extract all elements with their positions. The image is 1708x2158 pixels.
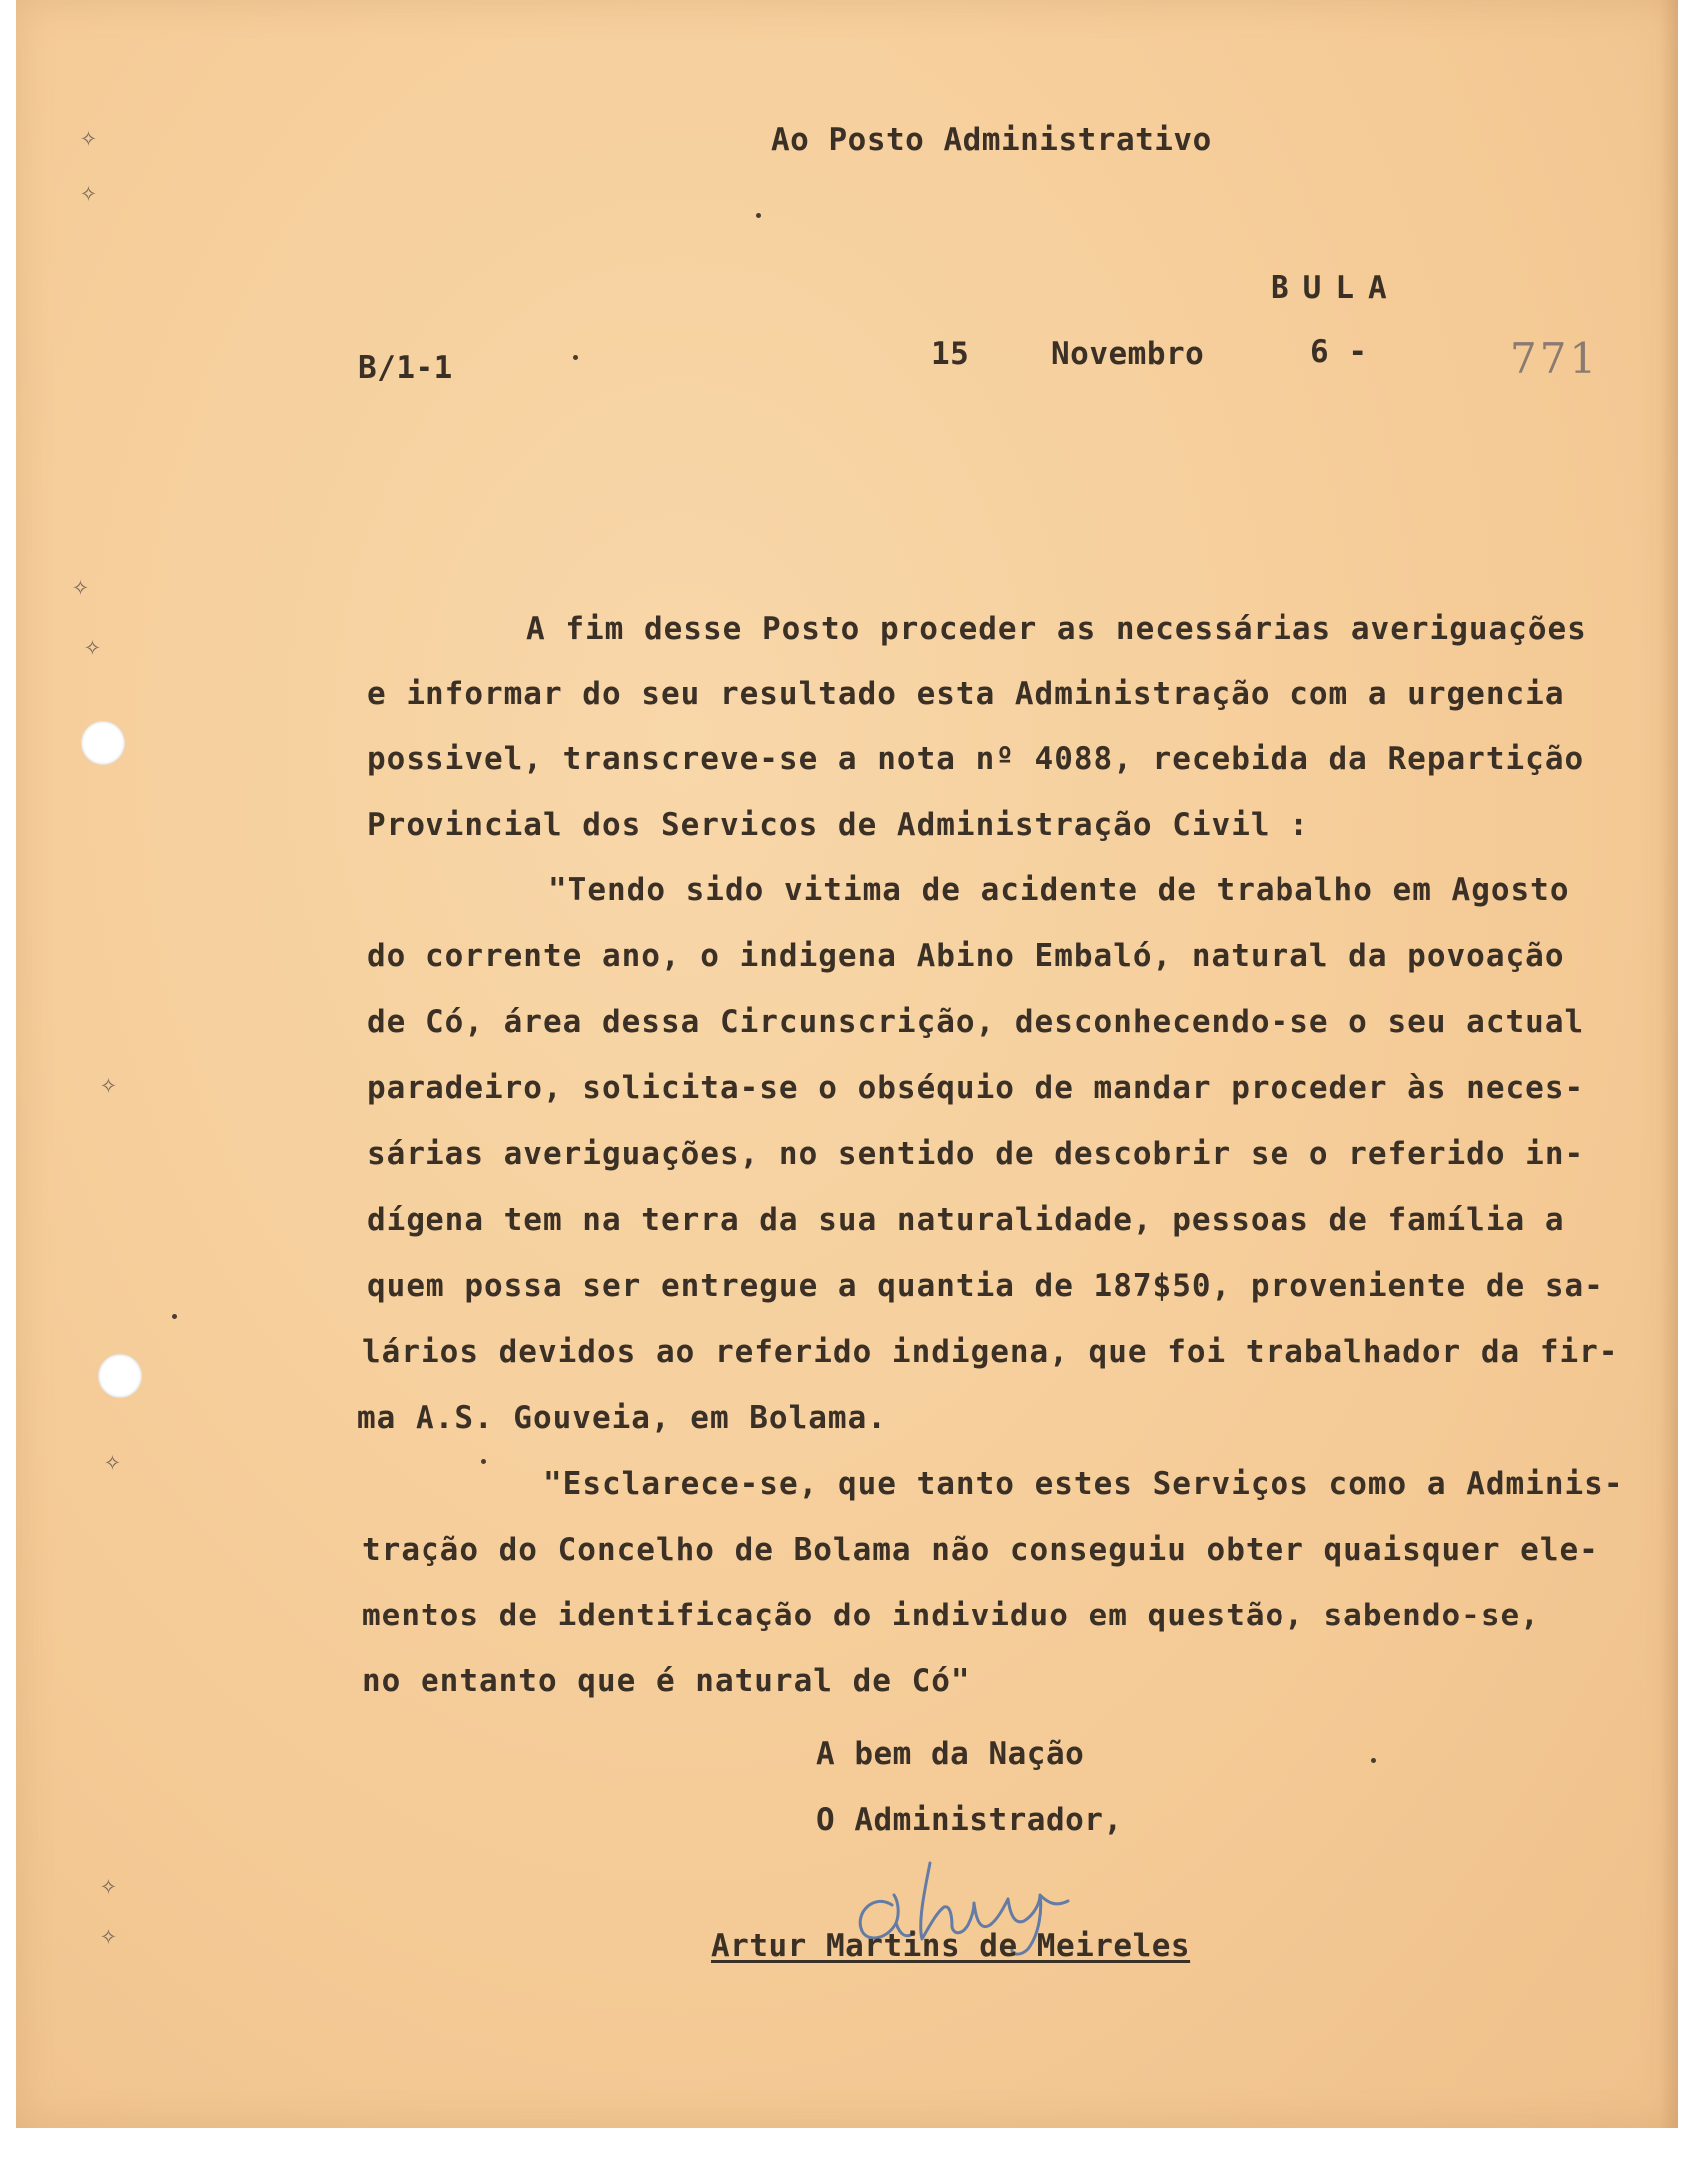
binding-mark-icon: ✧ bbox=[80, 175, 97, 208]
date-month: Novembro bbox=[1051, 336, 1205, 372]
binding-mark-icon: ✧ bbox=[80, 120, 97, 153]
body-line: do corrente ano, o indigena Abino Embaló, natural da povoação bbox=[367, 938, 1565, 974]
binding-mark-icon: ✧ bbox=[72, 569, 89, 602]
body-line: dígena tem na terra da sua naturalidade, pessoas de família a bbox=[367, 1202, 1565, 1238]
body-line: no entanto que é natural de Có" bbox=[362, 1663, 971, 1699]
reference-code: B/1-1 bbox=[358, 350, 453, 386]
binding-mark-icon: ✧ bbox=[104, 1444, 121, 1477]
ink-speck bbox=[1371, 1758, 1376, 1763]
stamp-number: 771 bbox=[1510, 334, 1600, 383]
ink-speck bbox=[756, 213, 761, 218]
place-name: BULA bbox=[1271, 270, 1401, 306]
binding-mark-icon: ✧ bbox=[100, 1067, 117, 1100]
body-line: A fim desse Posto proceder as necessárias averiguações bbox=[526, 611, 1587, 647]
binding-mark-icon: ✧ bbox=[84, 629, 101, 662]
binding-mark-icon: ✧ bbox=[100, 1918, 117, 1951]
body-line: tração do Concelho de Bolama não conseguiu obter quaisquer ele- bbox=[362, 1532, 1599, 1568]
ink-speck bbox=[481, 1459, 486, 1464]
date-day: 15 bbox=[931, 336, 970, 372]
body-line: mentos de identificação do individuo em questão, sabendo-se, bbox=[362, 1598, 1540, 1633]
body-line: lários devidos ao referido indigena, que foi trabalhador da fir- bbox=[362, 1334, 1619, 1370]
signatory-name: Artur Martins de Meireles bbox=[711, 1928, 1191, 1964]
page-edge-shadow bbox=[1660, 0, 1678, 2128]
body-line: de Có, área dessa Circunscrição, desconhecendo-se o seu actual bbox=[367, 1004, 1585, 1040]
closing-salutation: A bem da Nação bbox=[816, 1736, 1085, 1772]
body-line: ma A.S. Gouveia, em Bolama. bbox=[357, 1400, 887, 1436]
body-line: possivel, transcreve-se a nota nº 4088, recebida da Repartição bbox=[367, 741, 1585, 777]
punch-hole bbox=[81, 721, 125, 765]
body-line: e informar do seu resultado esta Administração com a urgencia bbox=[367, 676, 1565, 712]
body-line: "Tendo sido vitima de acidente de trabalho em Agosto bbox=[548, 872, 1570, 908]
body-line: Provincial dos Servicos de Administração Civil : bbox=[367, 807, 1309, 843]
body-line: "Esclarece-se, que tanto estes Serviços como a Adminis- bbox=[543, 1466, 1624, 1502]
body-line: paradeiro, solicita-se o obséquio de mandar proceder às neces- bbox=[367, 1070, 1585, 1106]
date-year: 6 - bbox=[1310, 334, 1368, 370]
body-line: quem possa ser entregue a quantia de 187$50, proveniente de sa- bbox=[367, 1268, 1604, 1304]
ink-speck bbox=[172, 1314, 177, 1319]
ink-speck bbox=[573, 355, 578, 360]
binding-mark-icon: ✧ bbox=[100, 1868, 117, 1901]
punch-hole bbox=[98, 1354, 142, 1398]
addressee: Ao Posto Administrativo bbox=[771, 122, 1212, 158]
signatory-title: O Administrador, bbox=[816, 1802, 1123, 1838]
body-line: sárias averiguações, no sentido de descobrir se o referido in- bbox=[367, 1136, 1585, 1172]
